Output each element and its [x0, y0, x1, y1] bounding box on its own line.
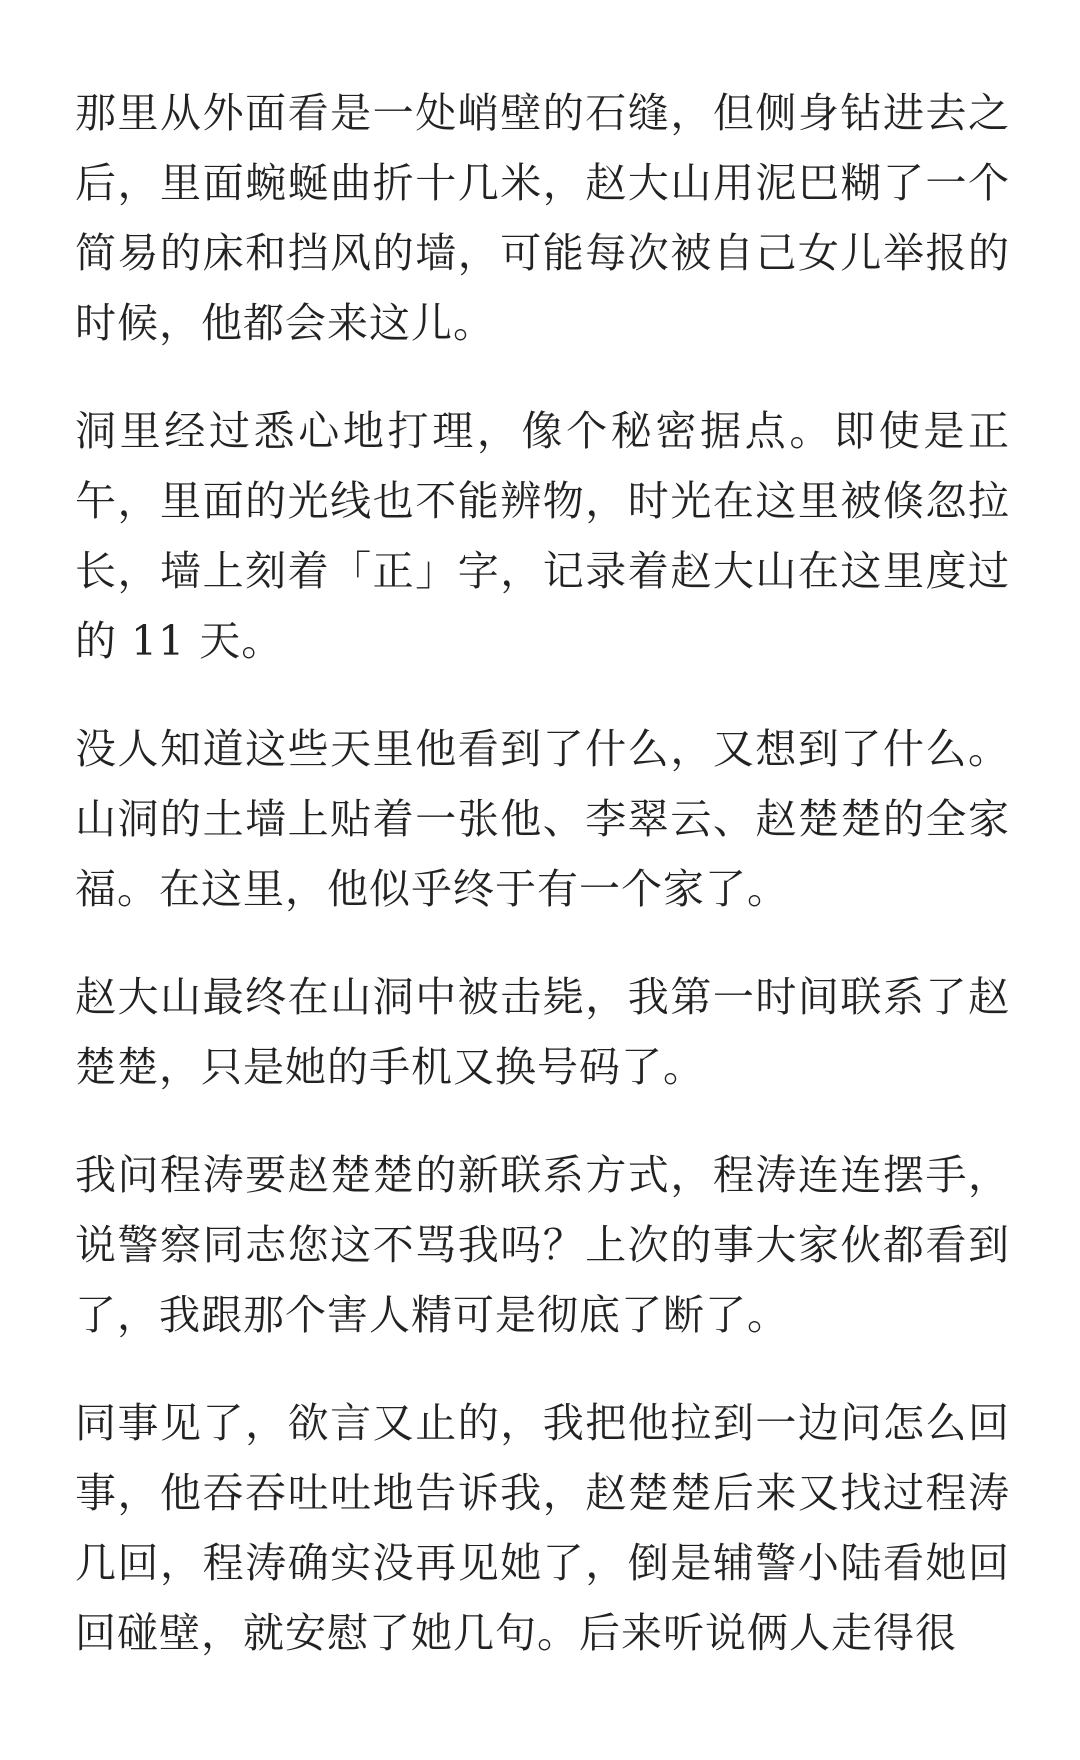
- article-body: [75, 78, 1010, 1706]
- paragraph-family-photo: 没人知道这些天里他看到了什么，又想到了什么。山洞的土墙上贴着一张他、李翠云、赵楚楚的全家福。在这里，他似乎终于有一个家了。: [75, 725, 1010, 913]
- paragraph-cave: 洞里经过悉心地打理，像个秘密据点。即使是正午，里面的光线也不能辨物，时光在这里被倏忽拉长，墙上刻着「正」字，记录着赵大山在这里度过的 11 天。: [75, 407, 1010, 665]
- paragraph-hideout: 那里从外面看是一处峭壁的石缝，但侧身钻进去之后，里面蜿蜒曲折十几米，赵大山用泥巴糊了一个简易的床和挡风的墙，可能每次被自己女儿举报的时候，他都会来这儿。: [75, 89, 1010, 347]
- paragraph-cheng-tao: 我问程涛要赵楚楚的新联系方式，程涛连连摆手，说警察同志您这不骂我吗？上次的事大家伙都看到了，我跟那个害人精可是彻底了断了。: [75, 1151, 1010, 1339]
- paragraph-colleague: 同事见了，欲言又止的，我把他拉到一边问怎么回事，他吞吞吐吐地告诉我，赵楚楚后来又找过程涛几回，程涛确实没再见她了，倒是辅警小陆看她回回碰壁，就安慰了她几句。后来听说俩人走得很: [75, 1399, 1010, 1657]
- paragraph-shot: 赵大山最终在山洞中被击毙，我第一时间联系了赵楚楚，只是她的手机又换号码了。: [75, 973, 1010, 1091]
